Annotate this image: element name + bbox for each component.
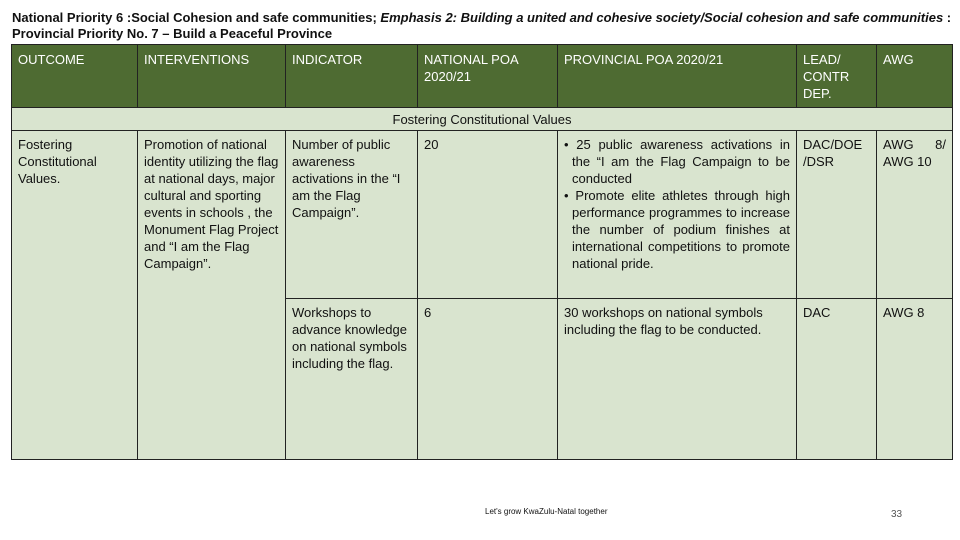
national-poa-cell: 20 bbox=[418, 131, 558, 299]
title-prefix: National Priority 6 :Social Cohesion and safe communities; bbox=[12, 10, 381, 25]
indicator-cell: Number of public awareness activations in the “I am the Flag Campaign”. bbox=[286, 131, 418, 299]
intervention-cell: Promotion of national identity utilizing the flag at national days, major cultural and sporting events in schools , the Monument Flag Project and “I am the Flag Campaign”. bbox=[138, 131, 286, 460]
list-item: • Promote elite athletes through high performance programmes to increase the number of podium finishes at international competitions to promote national pride. bbox=[564, 188, 790, 271]
section-band-row bbox=[12, 108, 953, 131]
provincial-poa-list bbox=[564, 136, 790, 272]
indicator-cell: Workshops to advance knowledge on national symbols including the flag. bbox=[286, 299, 418, 460]
awg-cell: AWG 8 bbox=[877, 299, 953, 460]
footer-slogan: Let's grow KwaZulu-Natal together bbox=[485, 507, 608, 516]
provincial-poa-cell: 30 workshops on national symbols including the flag to be conducted. bbox=[558, 299, 797, 460]
title-emphasis: Emphasis 2: Building a united and cohesive society/Social cohesion and safe communities bbox=[380, 10, 944, 25]
header-national-poa: NATIONAL POA 2020/21 bbox=[418, 45, 558, 108]
header-lead-dep: LEAD/ CONTR DEP. bbox=[797, 45, 877, 108]
section-title: Fostering Constitutional Values bbox=[12, 108, 953, 131]
header-interventions: INTERVENTIONS bbox=[138, 45, 286, 108]
header-awg: AWG bbox=[877, 45, 953, 108]
title-suffix: : Provincial Priority No. 7 – Build a Peaceful Province bbox=[12, 10, 952, 41]
table-row bbox=[12, 131, 953, 299]
provincial-poa-cell bbox=[558, 131, 797, 299]
outcome-cell: Fostering Constitutional Values. bbox=[12, 131, 138, 460]
header-provincial-poa: PROVINCIAL POA 2020/21 bbox=[558, 45, 797, 108]
lead-cell: DAC/DOE /DSR bbox=[797, 131, 877, 299]
lead-cell: DAC bbox=[797, 299, 877, 460]
awg-cell: AWG 8/ AWG 10 bbox=[877, 131, 953, 299]
page-title bbox=[12, 10, 952, 42]
header-indicator: INDICATOR bbox=[286, 45, 418, 108]
page-number: 33 bbox=[891, 509, 903, 520]
list-item: • 25 public awareness activations in the “I am the Flag Campaign to be conducted bbox=[564, 137, 790, 186]
table-header-row bbox=[12, 45, 953, 108]
priority-table bbox=[11, 44, 953, 460]
national-poa-cell: 6 bbox=[418, 299, 558, 460]
header-outcome: OUTCOME bbox=[12, 45, 138, 108]
